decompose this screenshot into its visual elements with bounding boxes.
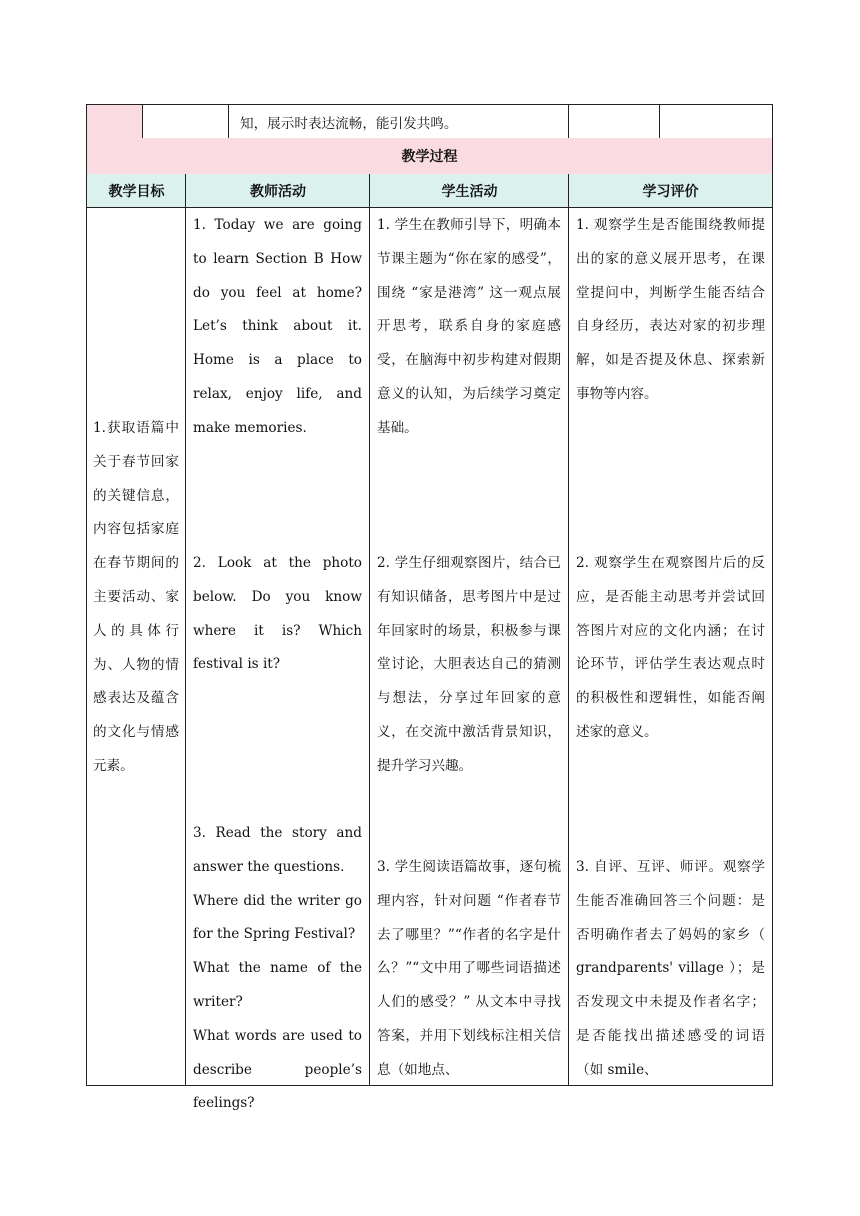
top-row-text-cell	[228, 104, 569, 139]
section-title: 教学过程	[401, 149, 458, 165]
teacher-step-3-line-1: 3. Read the story and answer the questions.	[193, 825, 362, 875]
student-step-3: 3. 学生阅读语篇故事，逐句梳理内容，针对问题 “作者春节去了哪里？”“作者的名字是什么？”“文中用了哪些词语描述人们的感受？” 从文本中寻找答案，并用下划线标注相关信息（如地点、	[377, 859, 561, 1078]
learning-goal: 1.获取语篇中关于春节回家的关键信息，内容包括家庭在春节期间的主要活动、家人的具体行为、人物的情感表达及蕴含的文化与情感元素。	[93, 420, 179, 774]
top-row-col5-cell	[659, 104, 773, 139]
teacher-step-3	[193, 817, 362, 1121]
header-teacher: 教师活动	[250, 183, 306, 200]
evaluation-step-1: 1. 观察学生是否能围绕教师提出的家的意义展开思考，在课堂提问中，判断学生能否结合自身经历，表达对家的初步理解，如是否提及休息、探索新事物等内容。	[576, 217, 765, 402]
section-title-cell	[86, 138, 773, 175]
student-step-1: 1. 学生在教师引导下，明确本节课主题为“你在家的感受”，围绕 “家是港湾” 这一观点展开思考，联系自身的家庭感受，在脑海中初步构建对假期意义的认知，为后续学习奠定基础。	[377, 217, 561, 436]
top-row-col4-cell	[568, 104, 660, 139]
student-step-2: 2. 学生仔细观察图片，结合已有知识储备，思考图片中是过年回家时的场景，积极参与课堂讨论，大胆表达自己的猜测与想法，分享过年回家的意义，在交流中激活背景知识，提升学习兴趣。	[377, 555, 561, 774]
header-student: 学生活动	[441, 183, 498, 200]
teacher-step-1-line: 1. Today we are going to learn Section B How do you feel at home? Let’s think about it. Home is a place to relax, enjoy life, and make memories.	[193, 217, 362, 436]
evaluation-step-2: 2. 观察学生在观察图片后的反应，是否能主动思考并尝试回答图片对应的文化内涵；在讨论环节，评估学生表达观点时的积极性和逻辑性，如能否阐述家的意义。	[576, 555, 765, 740]
teacher-step-1	[193, 209, 362, 446]
top-row-text: 知，展示时表达流畅，能引发共鸣。	[240, 115, 458, 132]
teacher-step-2	[193, 547, 362, 682]
teacher-step-3-line-3: What the name of the writer?	[193, 960, 362, 1010]
teacher-step-3-line-4: What words are used to describe people’s feelings?	[193, 1027, 362, 1112]
teacher-step-3-line-2: Where did the writer go for the Spring Festival?	[193, 892, 362, 943]
header-student-cell	[369, 174, 569, 208]
header-goal: 教学目标	[108, 183, 165, 200]
teacher-step-2-line: 2. Look at the photo below. Do you know where it is? Which festival is it?	[193, 555, 362, 673]
header-evaluation: 学习评价	[642, 183, 699, 200]
evaluation-step-3: 3. 自评、互评、师评。观察学生能否准确回答三个问题：是否明确作者去了妈妈的家乡（ grandparents' village ）；是否发现文中未提及作者名字；是否能找出描述感受的词语（如 smile、	[576, 859, 765, 1078]
header-evaluation-cell	[568, 174, 773, 208]
header-teacher-cell	[185, 174, 370, 208]
header-goal-cell	[86, 174, 186, 208]
top-row-col2-cell	[142, 104, 229, 139]
top-row-col1-cell	[86, 104, 143, 139]
